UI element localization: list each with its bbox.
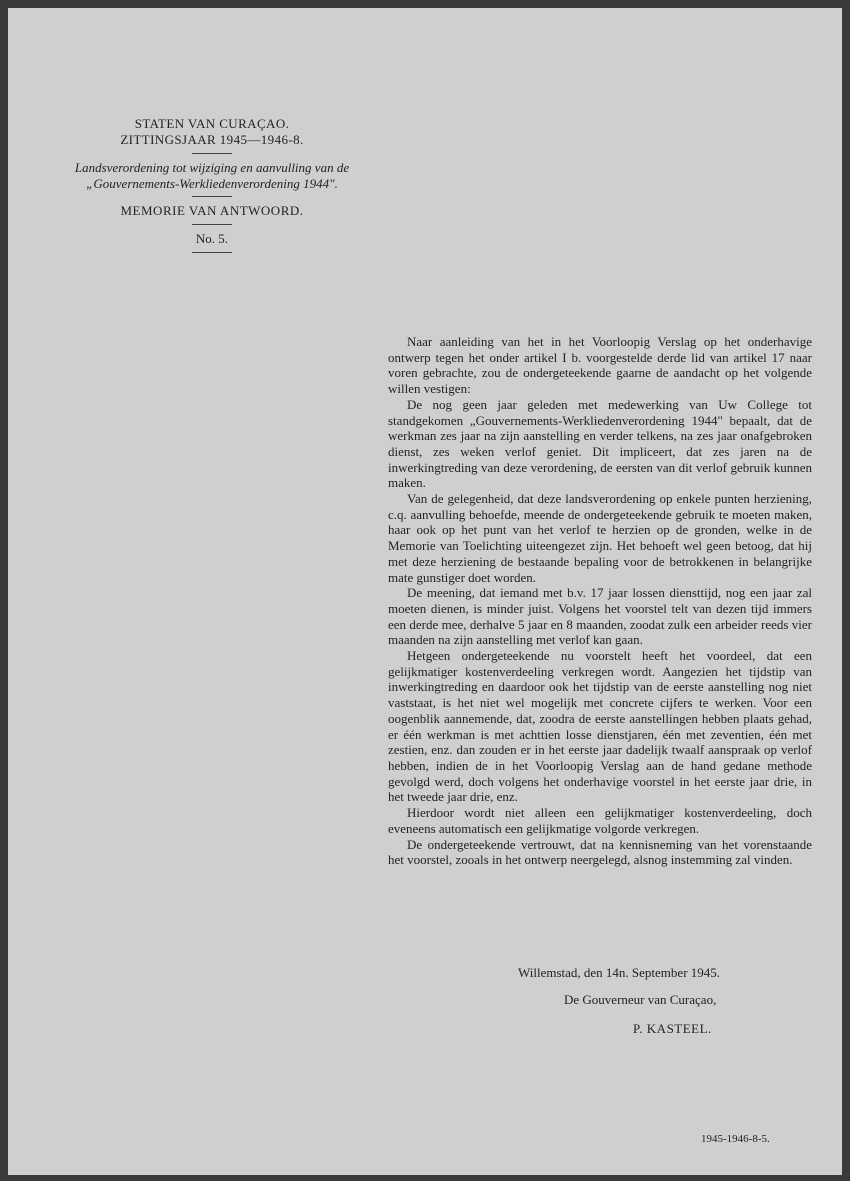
paragraph: De nog geen jaar geleden met medewerking van Uw College tot standgekomen „Gouvernements-Werkliedenverordening 1944" bepaalt, dat de werkman zes jaar na zijn aanstelling en verder telkens, na zes jaar onafgebroken dienst, zes weken verlof geniet. Dit impliceert, dat zes jaren na de inwerkingtreding van deze verordening, de eersten van dit verlof gebruik kunnen maken. <box>388 396 812 491</box>
paragraph: Hierdoor wordt niet alleen een gelijkmatiger kostenverdeeling, doch eveneens automatisch een gelijkmatige volgorde verkregen. <box>388 805 812 836</box>
place-date: Willemstad, den 14n. September 1945. <box>518 965 721 980</box>
signatory-title: De Gouverneur van Curaçao, <box>564 992 717 1007</box>
paragraph: De meening, dat iemand met b.v. 17 jaar lossen diensttijd, nog een jaar zal moeten dienen, is minder juist. Volgens het voorstel telt van dezen tijd immers een derde mee, derhalve 5 jaar en 8 maanden, zoodat zulk een arbeider reeds vier maanden na zijn aanstelling met verlof kan gaan. <box>388 585 812 648</box>
divider <box>192 252 232 253</box>
paragraph: Naar aanleiding van het in het Voorloopig Verslag op het onderhavige ontwerp tegen het onder artikel I b. voorgestelde derde lid van artikel 17 naar voren gebrachte, zou de ondergeteekende gaarne de aandacht op het volgende willen vestigen: <box>388 334 812 397</box>
paragraph: Hetgeen ondergeteekende nu voorstelt heeft het voordeel, dat een gelijkmatiger kostenverdeeling verkregen wordt. Aangezien het tijdstip van inwerkingtreding en daardoor ook het tijdstip van de eerste aanstelling nog niet vaststaat, is het niet wel mogelijk met concrete cijfers te werken. Voor een oogenblik aannemende, dat, zoodra de eerste aanstellingen hebben plaats gehad, er één werkman is met achttien losse dienstjaren, één met zeventien, één met zestien, enz. dan zouden er in het eerste jaar dadelijk twaalf aanspraak op verlof hebben, indien de in het Voorloopig Verslag aan de hand gedane methode gevolgd werd, doch volgens het onderhavige voorstel in het eerste jaar drie, in het tweede jaar drie, enz. <box>388 648 812 805</box>
paragraph: De ondergeteekende vertrouwt, dat na kennisneming van het vorenstaande het voorstel, zooals in het ontwerp neergelegd, alsnog instemming zal vinden. <box>388 836 812 868</box>
divider <box>192 224 232 225</box>
header-line-1: STATEN VAN CURAÇAO. <box>134 116 290 131</box>
document-body <box>388 334 812 868</box>
paragraph: Van de gelegenheid, dat deze landsverordening op enkele punten herziening, c.q. aanvulling behoefde, meende de ondergeteekende gebruik te moeten maken, haar ook op het punt van het verlof te herzien op de gronden, welke in de Memorie van Toelichting uiteengezet zijn. Het behoeft wel geen betoog, dat hij met deze herziening de bestaande bepaling voor de betrokkenen in belangrijke mate gunstiger doet worden. <box>388 491 812 585</box>
divider <box>192 196 232 197</box>
header-line-2: ZITTINGSJAAR 1945—1946-8. <box>120 132 304 147</box>
subject-title: Landsverordening tot wijziging en aanvulling van de „Gouvernements-Werkliedenverordening 1944". <box>74 160 350 191</box>
footer-code: 1945-1946-8-5. <box>701 1133 770 1145</box>
document-page <box>8 8 842 1175</box>
memorie-heading: MEMORIE VAN ANTWOORD. <box>120 203 304 218</box>
document-header <box>62 116 362 259</box>
document-number: No. 5. <box>195 231 229 246</box>
divider <box>192 153 232 154</box>
signature-name: P. KASTEEL. <box>633 1021 712 1036</box>
